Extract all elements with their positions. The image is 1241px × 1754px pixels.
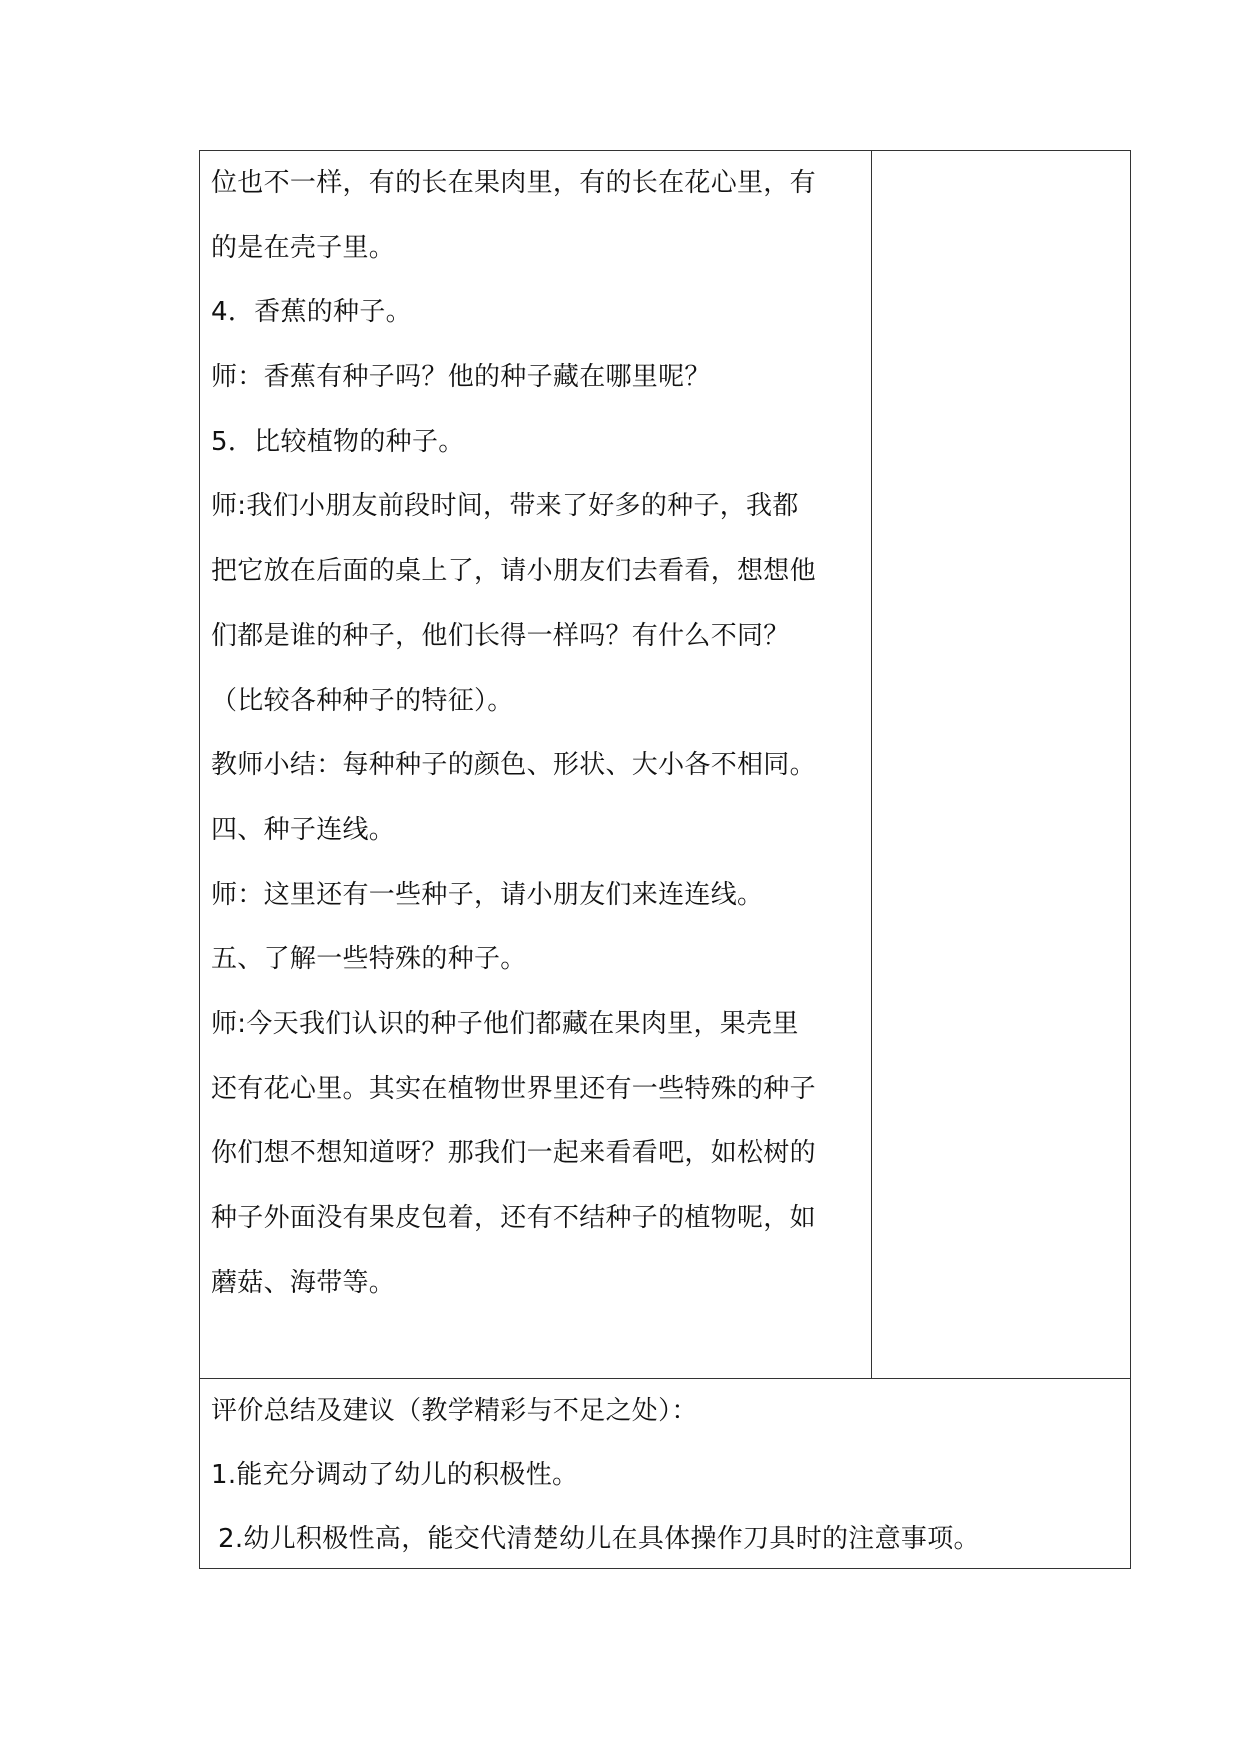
- evaluation-item: 1.能充分调动了幼儿的积极性。: [211, 1460, 579, 1490]
- notes-cell: [872, 151, 1130, 1378]
- activity-text: [211, 163, 861, 1327]
- text-line: 4．香蕉的种子。: [211, 297, 412, 328]
- text-line: 蘑菇、海带等。: [211, 1267, 396, 1298]
- text-line: 你们想不想知道呀？那我们一起来看看吧，如松树的: [211, 1138, 816, 1169]
- text-line: 五、了解一些特殊的种子。: [211, 944, 527, 975]
- text-line: 四、种子连线。: [211, 814, 396, 845]
- text-line: 教师小结：每种种子的颜色、形状、大小各不相同。: [211, 750, 816, 781]
- activity-content-cell: [200, 151, 872, 1378]
- text-line: 的是在壳子里。: [211, 232, 396, 263]
- text-line: 把它放在后面的桌上了，请小朋友们去看看，想想他: [211, 556, 816, 587]
- text-line: 还有花心里。其实在植物世界里还有一些特殊的种子: [211, 1073, 816, 1104]
- text-line: 师：这里还有一些种子，请小朋友们来连连线。: [211, 879, 764, 910]
- text-line: 位也不一样，有的长在果肉里，有的长在花心里，有: [211, 168, 816, 198]
- evaluation-text: [211, 1391, 1111, 1583]
- lesson-plan-table: [199, 150, 1131, 1569]
- evaluation-heading: 评价总结及建议（教学精彩与不足之处）：: [211, 1396, 698, 1426]
- text-line: 师:我们小朋友前段时间，带来了好多的种子，我都: [211, 491, 799, 522]
- text-line: 种子外面没有果皮包着，还有不结种子的植物呢，如: [211, 1203, 816, 1233]
- text-line: （比较各种种子的特征）。: [211, 685, 514, 716]
- evaluation-row: [200, 1379, 1130, 1568]
- text-line: 师:今天我们认识的种子他们都藏在果肉里，果壳里: [211, 1008, 799, 1039]
- text-line: 师：香蕉有种子吗？他的种子藏在哪里呢？: [211, 362, 711, 393]
- evaluation-item: 2.幼儿积极性高，能交代清楚幼儿在具体操作刀具时的注意事项。: [218, 1524, 980, 1554]
- text-line: 5．比较植物的种子。: [211, 426, 465, 457]
- activity-process-row: [200, 151, 1130, 1379]
- text-line: 们都是谁的种子，他们长得一样吗？有什么不同？: [211, 620, 790, 651]
